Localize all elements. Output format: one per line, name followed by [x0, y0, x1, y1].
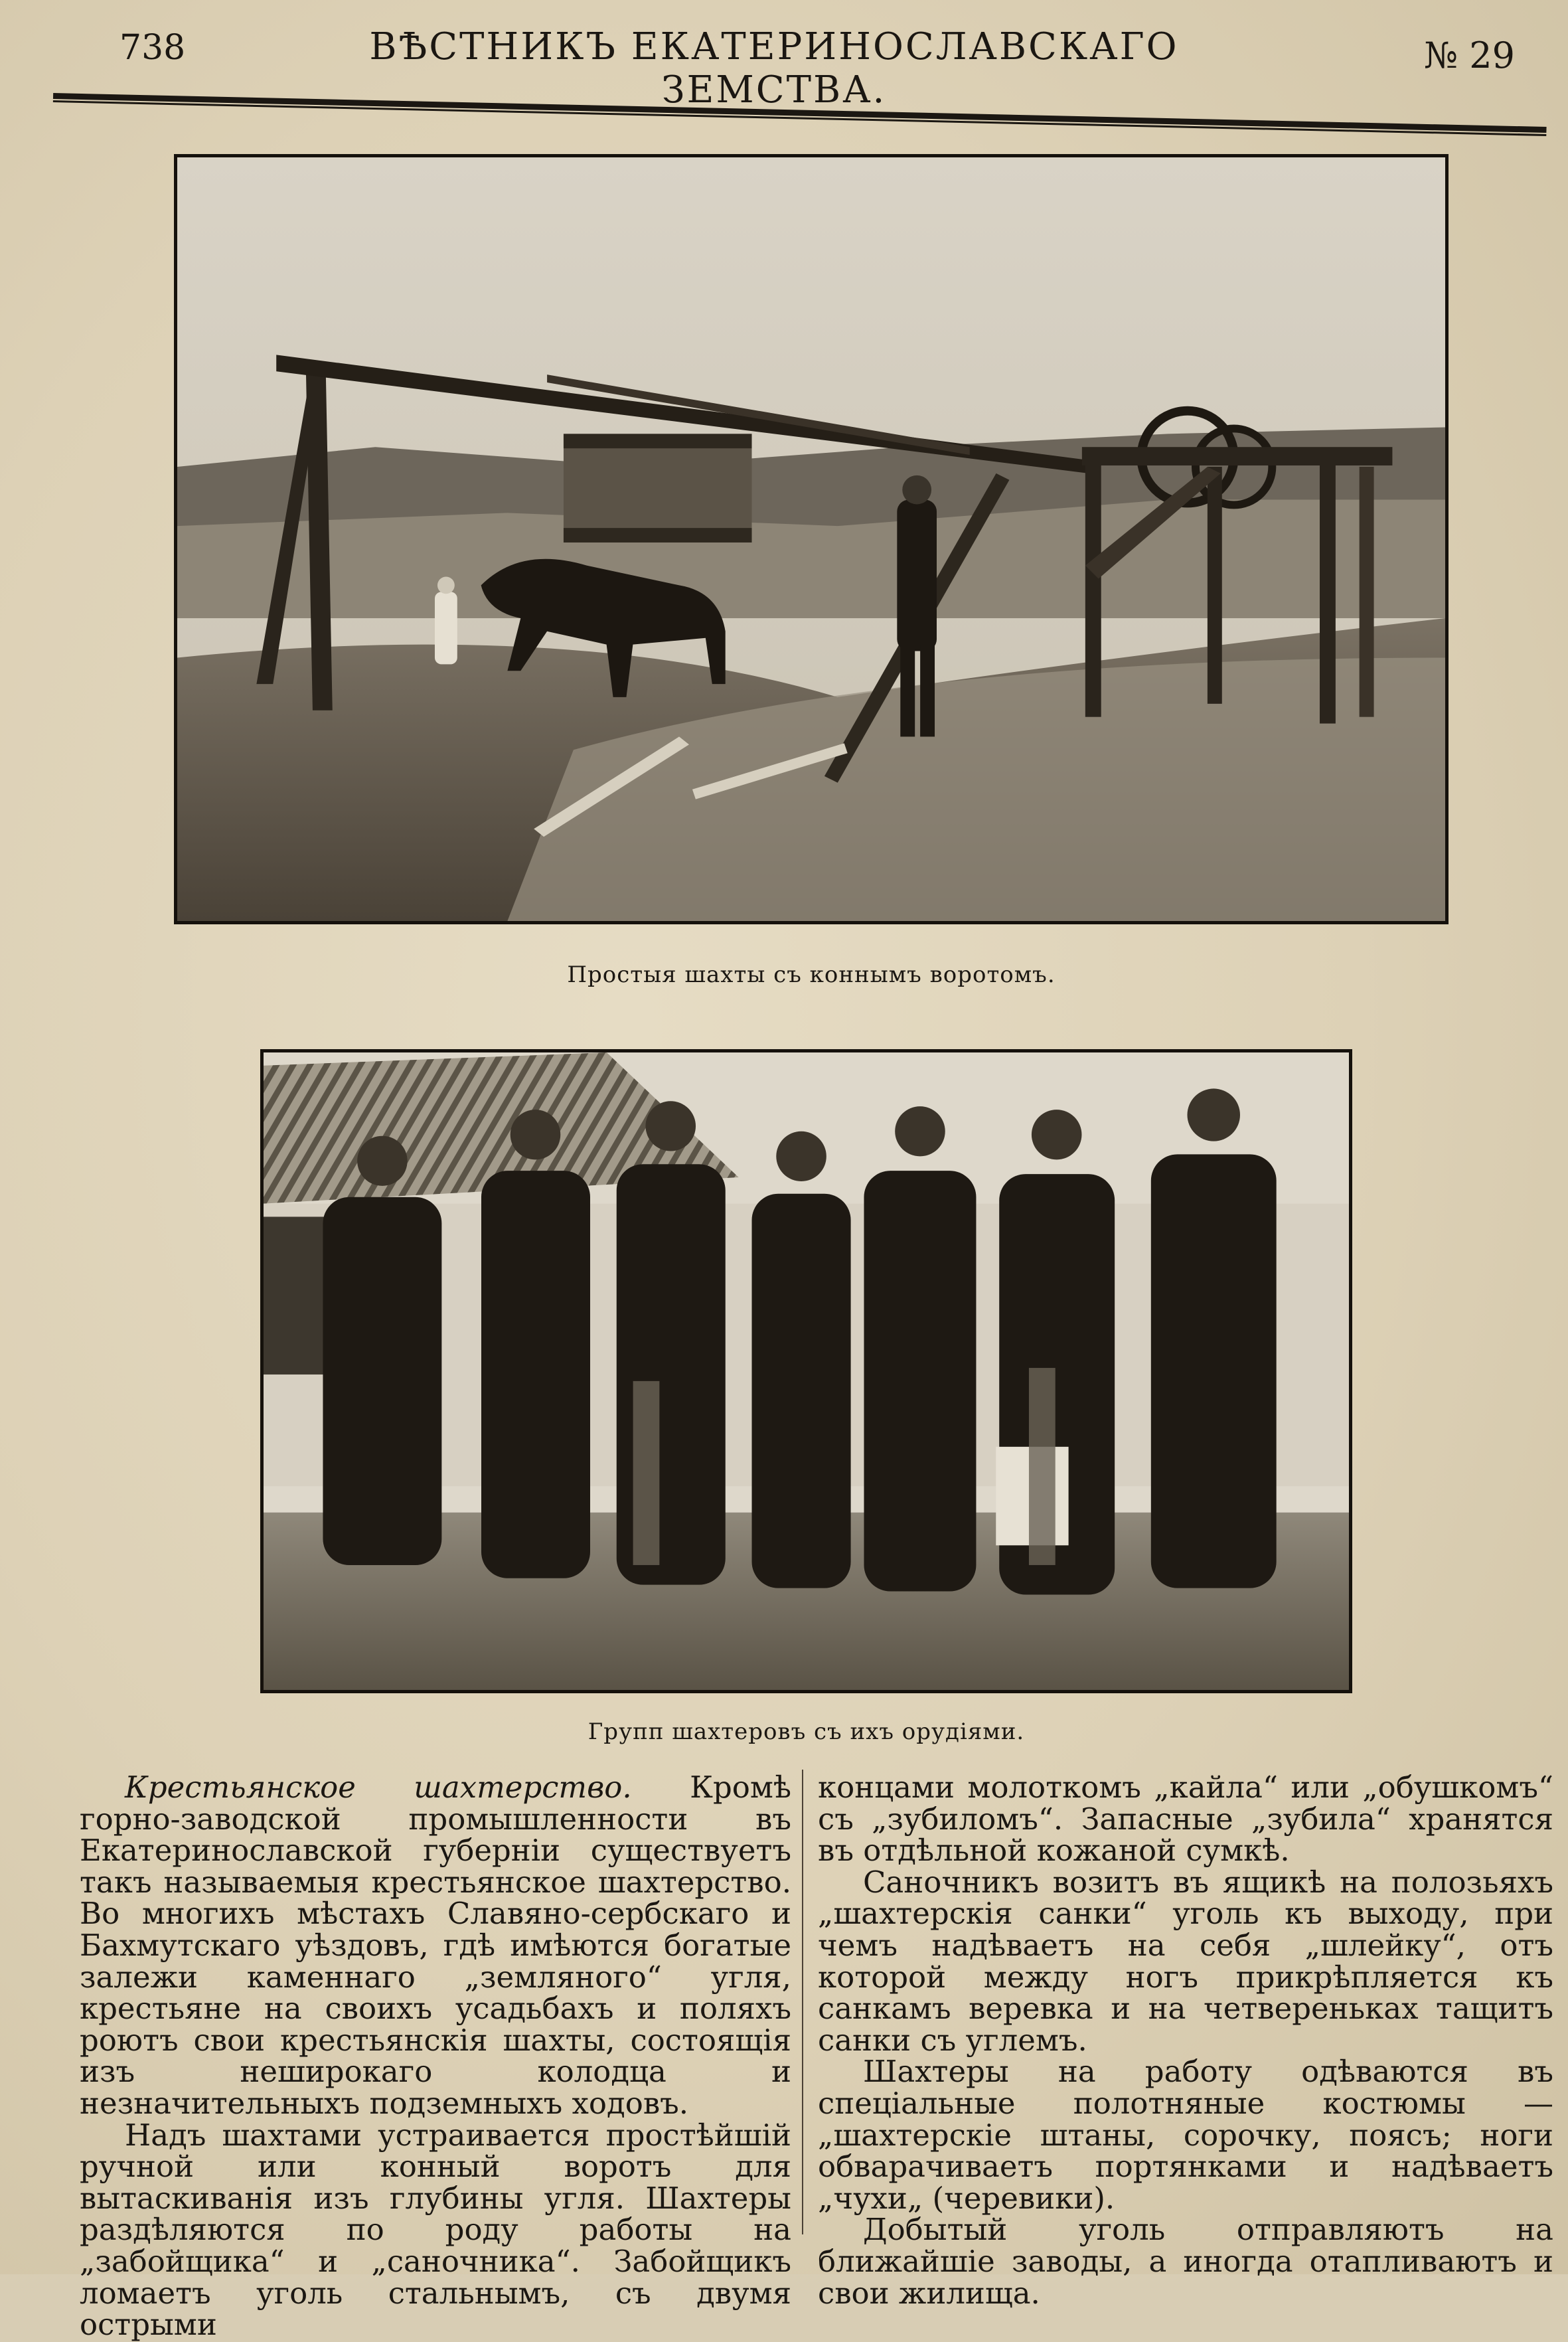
issue-number: № 29: [1424, 35, 1515, 76]
article-right-column: [818, 1772, 1553, 2309]
article-paragraph: Надъ шахтами устраивается простѣйшій ручной или конный воротъ для вытаскиванія изъ глубины угля. Шахтеры раздѣляются по роду работы на „забойщика“ и „саночника“. Забойщикъ ломаетъ уголь стальнымъ, съ двумя острыми: [80, 2117, 791, 2342]
article-paragraph: Шахтеры на работу одѣваются въ спеціальные полотняные костюмы — „шахтерскіе штаны, сорочку, поясъ; ноги обварачиваетъ портянками и надѣваетъ „чухи„ (черевики).: [818, 2054, 1553, 2216]
article-paragraph: [80, 1772, 791, 2120]
miners-group-photo: [260, 1049, 1352, 1693]
mine-winch-illustration: [177, 157, 1445, 921]
section-heading: Крестьянское шахтерство.: [125, 1770, 632, 1805]
article-paragraph: концами молоткомъ „кайла“ или „обушкомъ“ съ „зубиломъ“. Запасные „зубила“ хранятся въ отдѣльной кожаной сумкѣ.: [818, 1770, 1553, 1869]
article-left-column: [80, 1772, 791, 2341]
journal-title: ВѢСТНИКЪ ЕКАТЕРИНОСЛАВСКАГО ЗЕМСТВА.: [369, 25, 1179, 112]
page-number: 738: [119, 28, 186, 68]
miners-group-illustration: [264, 1052, 1349, 1690]
mine-winch-photo: [174, 154, 1449, 924]
article-paragraph: Саночникъ возитъ въ ящикѣ на полозьяхъ „шахтерскія санки“ уголь къ выходу, при чемъ надѣваетъ на себя „шлейку“, отъ которой между ногъ прикрѣпляется къ санкамъ веревка и на четвереньках тащитъ санки съ углемъ.: [818, 1864, 1553, 2058]
page-header: [53, 20, 1522, 112]
article-paragraph: Добытый уголь отправляютъ на ближайшіе заводы, а иногда отапливаютъ и свои жилища.: [818, 2212, 1553, 2311]
figure-caption-1: Простыя шахты съ коннымъ воротомъ.: [567, 962, 1056, 988]
figure-caption-2: Групп шахтеровъ съ ихъ орудіями.: [588, 1718, 1025, 1745]
column-divider: [802, 1770, 803, 2234]
paragraph-text: Кромѣ горно-заводской промышленности въ Екатеринославской губерніи существуетъ такъ называемыя крестьянское шахтерство. Во многихъ мѣстахъ Славяно-сербскаго и Бахмутскаго уѣздовъ, гдѣ имѣются богатые залежи каменнаго „земляного“ угля, крестьяне на своихъ усадьбахъ и поляхъ роютъ свои крестьянскія шахты, состоящія изъ неширокаго колодца и незначительныхъ подземныхъ ходовъ.: [80, 1770, 791, 2121]
